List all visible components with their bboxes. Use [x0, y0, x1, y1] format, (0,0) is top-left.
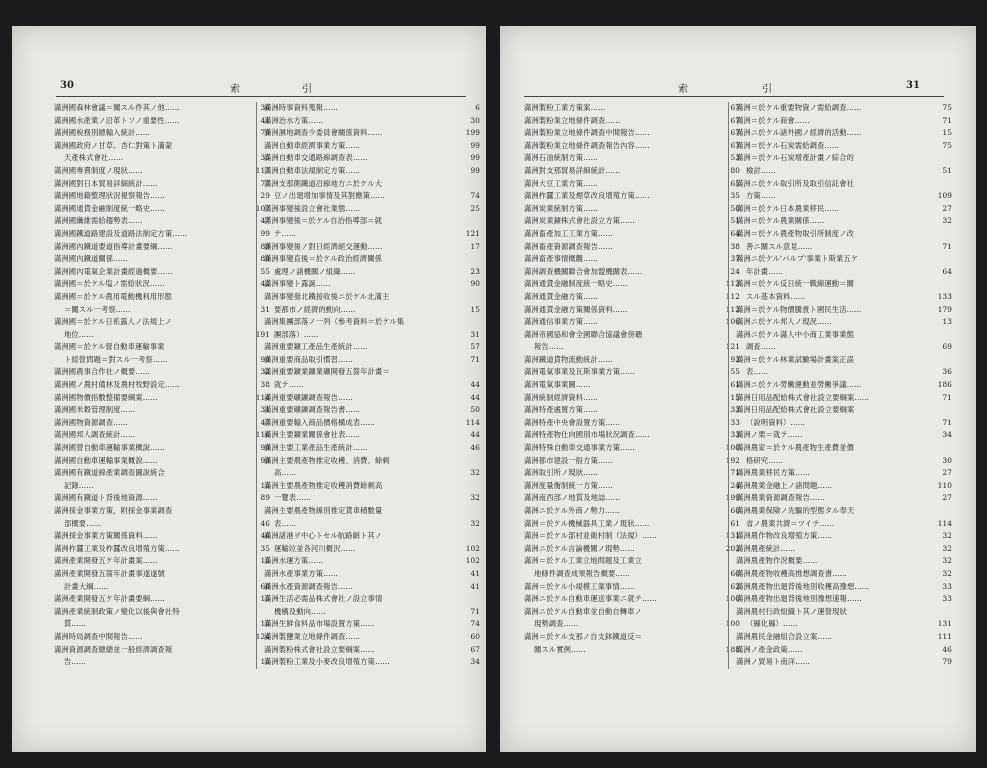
index-entry: 滿洲日用品配給株式會社設立要綱案	[736, 405, 855, 415]
index-entry: 滿洲國通貨金融制度統一略史…… 107	[54, 203, 270, 216]
index-entry: 滿洲國專賣制度ノ現狀…… 117	[54, 165, 270, 178]
index-column	[54, 102, 270, 669]
index-entry: 滿洲柞蠶工業及柞蠶改良增殖方策…… 35	[54, 543, 270, 556]
index-entry: 滿洲時事資料蒐報…… 6	[264, 102, 480, 115]
index-entry: 滿洲國稅務別總輸入統計…… 79	[54, 127, 270, 140]
index-entry: 滿洲ニ於ケル言論機關ノ現勢…… 202	[524, 543, 740, 556]
index-entry: 滿洲農產物收穫高推想調查書…… 32	[736, 568, 952, 581]
index-entry: 滿洲調查機關聯合會加盟機關表…… 24	[524, 266, 740, 279]
index-entry: 滿洲通貨金融方策關係資料…… 112	[524, 304, 740, 317]
header-char: 索	[678, 84, 688, 95]
index-entry: 滿洲生活必需品株式會社ノ設立事情	[264, 594, 383, 604]
index-entry: 地條件調查成果報告概要…… 60	[524, 568, 740, 581]
index-entry: 滿洲ニ於ケル'パルプ'事業ト斯業五ケ	[736, 254, 859, 264]
index-entry: 滿洲日用品配給株式會社設立要綱案…… 71	[736, 392, 952, 405]
index-entry: 滿洲製粉工業方策案…… 67	[524, 102, 740, 115]
index-entry: 滿洲畜產事情概觀…… 37	[524, 253, 740, 266]
page-number: 30	[60, 80, 74, 91]
index-entry: 滿洲柞蠶工業及煙草改良增殖方策…… 35	[524, 190, 740, 203]
index-entry: 處理ノ諸機關ノ組織…… 23	[264, 266, 480, 279]
index-entry: 質…… 15	[54, 618, 270, 631]
index-entry: 滿洲ノ貿易ト南洋…… 79	[736, 656, 952, 669]
index-entry: 省ノ農業共濟＝ツイテ…… 114	[736, 518, 952, 531]
index-entry: 滿洲電氣事業及瓦斯事業方策…… 55	[524, 366, 740, 379]
index-entry: 滿洲重要礦鑛調查報告書…… 50	[264, 404, 480, 417]
index-entry: 滿洲集團部落ノ一列（參考資料＝於ケル集	[264, 317, 405, 327]
index-entry: ＝關スル一考察…… 31	[54, 304, 270, 317]
index-entry: 滿洲ニ於ケル滿人中小商工業事業態	[736, 329, 854, 339]
index-entry: 滿洲電氣事業圖…… 61	[524, 379, 740, 392]
index-entry: 滿洲特產物仕向國別市場狀況調查…… 33	[524, 429, 740, 442]
index-entry: 計畫大綱…… 60	[54, 581, 270, 594]
header-char: 引	[762, 84, 772, 95]
index-entry: 滿洲國營自動車運輸事業概說…… 99	[54, 442, 270, 455]
index-entry: 滿洲度量衡制統一方策…… 24	[524, 480, 740, 493]
index-entry: 滿洲事變發北鐵接收後ニ於ケル北滿主	[264, 291, 390, 301]
index-entry: 滿洲自動車法規制定方策…… 99	[264, 165, 480, 178]
index-entry: 滿洲製粉株式會社設立要綱案…… 67	[264, 644, 480, 657]
index-entry: 滿洲國米穀管理制度…… 31	[54, 404, 270, 417]
index-entry: 滿洲國內電氣企業計畫經過概要…… 55	[54, 266, 270, 279]
index-entry: 豆ノ出廻增加事情及其對應策…… 74	[264, 190, 480, 203]
index-entry: 檢討…… 51	[736, 165, 952, 178]
index-entry: 滿洲南西部ノ地質及地誌…… 199	[524, 492, 740, 505]
index-entry: 滿洲濕地調查少委員會關係資料…… 199	[264, 127, 480, 140]
header-rule	[524, 96, 944, 97]
index-entry: 格研究…… 30	[736, 455, 952, 468]
index-entry: 滿洲ニ於ケル外商ノ勢力…… 60	[524, 505, 740, 518]
index-entry: 滿洲農業移民方策…… 27	[736, 467, 952, 480]
index-entry: 滿洲農業金融上ノ諸問題…… 110	[736, 480, 952, 493]
index-entry: 滿洲產業統制政策ノ變化以後與會社特	[54, 606, 180, 616]
index-entry: 滿洲事變後＝於ケル自治指導部＝就	[264, 216, 382, 226]
index-entry: 滿洲農家＝於ケル農產物生產費並價	[736, 443, 854, 453]
index-entry: 滿洲國自動車運輸事業概說…… 99	[54, 455, 270, 468]
index-entry: 滿洲畜產加工工業方策…… 64	[524, 228, 740, 241]
index-entry: スル基本資料…… 133	[736, 291, 952, 304]
index-entry: 調查…… 69	[736, 341, 952, 354]
index-entry: 高…… 32	[264, 467, 480, 480]
index-entry: 滿洲＝於ケル物價騰貴ト國民生活…… 179	[736, 304, 952, 317]
index-entry: 滿洲重要輸入商品價格構成表…… 114	[264, 417, 480, 430]
index-entry: 滿洲＝於ケル工業立地問題及工業立	[524, 556, 642, 566]
index-entry: 滿洲國物價指數整備要綱案…… 114	[54, 392, 270, 405]
index-entry: 滿洲製粉業立地條件調查報告內容…… 67	[524, 140, 740, 153]
header-char: 引	[302, 84, 312, 95]
index-entry: 滿洲製粉工業及小麥改良增殖方策…… 34	[264, 656, 480, 669]
index-entry: 部概要…… 46	[54, 518, 270, 531]
index-entry: 天產株式會社…… 35	[54, 152, 270, 165]
index-entry: 滿洲支那側鐵道沿線地方ニ於ケル大	[264, 178, 382, 188]
index-entry: 滿洲農作物改良增殖方策…… 32	[736, 530, 952, 543]
index-entry: 滿洲ニ於ケル邦人ノ現況…… 13	[736, 316, 952, 329]
index-entry: 滿洲事變後ノ對日經濟絕交運動…… 17	[264, 241, 480, 254]
index-entry: 滿洲＝於ケル反日統一戰線運動＝關	[736, 279, 854, 289]
index-entry: 滿洲產業開發五ケ年計畫要綱…… 15	[54, 593, 270, 606]
index-entry: 報告…… 121	[524, 341, 740, 354]
index-entry: 滿洲國地籍整理狀況視察報告…… 29	[54, 190, 270, 203]
index-entry: 滿洲＝於ケル農業關係…… 32	[736, 215, 952, 228]
index-entry: 地位…… 191	[54, 329, 270, 342]
index-entry: 滿洲主要工業產品生產統計…… 46	[264, 442, 480, 455]
index-entry: 滿洲農產物出廻背後地別豫想速報…… 33	[736, 593, 952, 606]
left-page	[12, 26, 486, 752]
index-entry: 滿洲生鮮食料品市場設置方策…… 74	[264, 618, 480, 631]
index-entry: 滿洲國有鐵道線產業調查圖說統合	[54, 468, 165, 478]
index-entry: 滿洲治水方策…… 30	[264, 115, 480, 128]
index-entry: 團部落）…… 31	[264, 329, 480, 342]
index-entry: 滿洲ニ於ケル取引所及取引信託會社	[736, 178, 854, 188]
index-entry: 滿洲＝於ケル日本農業移民…… 27	[736, 203, 952, 216]
index-entry: 滿洲國鐵道路建設及道路法制定方策…… 99	[54, 228, 270, 241]
index-entry: （縣化縣）…… 131	[736, 618, 952, 631]
index-entry: 滿洲製粉業立地條件調查中間報告…… 67	[524, 127, 740, 140]
index-entry: 滿洲特產處置方策…… 33	[524, 404, 740, 417]
index-entry: 滿洲重要商品取引慣習…… 71	[264, 354, 480, 367]
index-entry: 方策…… 109	[736, 190, 952, 203]
index-entry: 滿洲國農事合作社ノ概要…… 32	[54, 366, 270, 379]
index-entry: 滿洲國水產業ノ沿革トソノ重要性…… 41	[54, 115, 270, 128]
index-entry: 滿洲採金事業方策關係資料…… 46	[54, 530, 270, 543]
index-entry: 滿洲＝於ケル支那ノ自支鉢鐵道反＝	[524, 631, 642, 641]
index-entry: 滿洲國＝於ケル農用電動機利用形態	[54, 291, 172, 301]
index-entry: 滿洲主要農產物線別推定貨車積數量	[264, 506, 383, 515]
index-entry: 滿洲ニ於ケル勞働運動並勞働爭議…… 186	[736, 379, 952, 392]
index-entry: 現勢調查…… 100	[524, 618, 740, 631]
index-column	[524, 102, 740, 656]
index-entry: 滿洲通貨金融方策…… 112	[524, 291, 740, 304]
index-entry: 表…… 32	[264, 518, 480, 531]
index-entry: 記錄…… 15	[54, 480, 270, 493]
index-entry: 滿洲重要鑛工產品生產統計…… 57	[264, 341, 480, 354]
index-entry: 滿洲事變ト露誕…… 90	[264, 278, 480, 291]
index-entry: 滿洲國森林會議＝關スル件其ノ他…… 36	[54, 102, 270, 115]
index-entry: 滿洲畜產資源調查報告…… 38	[524, 241, 740, 254]
index-entry: 要都市ノ經濟的動向…… 15	[264, 304, 480, 317]
index-entry: 滿洲ニ於ケル自動車運送事業ニ就テ…… 100	[524, 593, 740, 606]
index-entry: 滿洲主要農產物推定收穫消費餘剩高	[264, 480, 383, 490]
index-entry: 滿洲重要礦鑛調查報告…… 44	[264, 392, 480, 405]
index-entry: 滿洲鐵道貨物流動統計…… 92	[524, 354, 740, 367]
index-entry: 滿洲國＝於ケル日系露人ノ法規上ノ	[54, 317, 172, 327]
index-entry: 滿洲帝國協和會全國聯合協議會傍聽	[524, 329, 643, 339]
index-entry: ト經營問題＝對スル一考察…… 99	[54, 354, 270, 367]
index-entry: 滿洲事變直後＝於ケル政治經濟關係	[264, 254, 382, 264]
index-entry: 滿洲石油統制方策…… 53	[524, 152, 740, 165]
index-entry: 滿洲主要鑛業關係會社表…… 44	[264, 429, 480, 442]
index-entry: 滿洲ニ於ケル諸外國ノ經濟的活動…… 15	[736, 127, 952, 140]
index-entry: 滿洲統制經濟資料…… 15	[524, 392, 740, 405]
index-entry: 滿洲農民金融組合設立案…… 111	[736, 631, 952, 644]
right-page	[500, 26, 976, 752]
index-entry: 滿洲國＝於ケル營自動車運輸事業	[54, 342, 165, 352]
index-entry: 滿洲國政府ノ甘草、杏仁對策ト滿蒙	[54, 140, 173, 150]
index-entry: 就テ…… 44	[264, 379, 480, 392]
index-entry: 滿洲國邦人調查統計…… 116	[54, 429, 270, 442]
index-entry: 滿洲製粉業立地條件調查…… 67	[524, 115, 740, 128]
index-entry: 滿洲大豆工業方策…… 65	[524, 178, 740, 191]
index-entry: 滿洲產業開發五ケ年計畫案…… 15	[54, 555, 270, 568]
index-entry: 滿洲事變後設立會社業態…… 25	[264, 203, 480, 216]
index-entry: 滿洲採金事業方策，附採金事業調查	[54, 506, 173, 515]
index-entry: 滿洲農產統計…… 32	[736, 543, 952, 556]
index-entry: 滿洲炭業鑛株式會社設立方策…… 51	[524, 215, 740, 228]
index-entry: 滿洲＝於ケル重要物資ノ需給調查…… 75	[736, 102, 952, 115]
index-entry: 滿洲國纖維需給趨勢表…… 47	[54, 215, 270, 228]
index-entry: 年計畫…… 64	[736, 266, 952, 279]
index-entry: 表…… 36	[736, 366, 952, 379]
index-entry: 滿洲＝於ケル農產物取引所制度ノ改	[736, 228, 854, 238]
index-entry: 滿洲水產資源調查報告…… 41	[264, 581, 480, 594]
header-rule	[56, 96, 466, 97]
index-column	[264, 102, 480, 669]
index-entry: 滿洲重要鑛業鑛業礦開發五箇年計畫＝	[264, 367, 390, 377]
index-entry: 滿洲製鹽業立地條件調查…… 60	[264, 631, 480, 644]
index-entry: 滿洲＝於ケル石炭需給調查…… 75	[736, 140, 952, 153]
index-entry: テ…… 121	[264, 228, 480, 241]
index-entry: 機構及動向…… 71	[264, 606, 480, 619]
index-entry: 關スル實例…… 188	[524, 644, 740, 657]
index-entry: 滿洲ノ栗＝就テ…… 34	[736, 429, 952, 442]
index-entry: 滿洲＝於ケル小規模工業事情…… 62	[524, 581, 740, 594]
index-entry: 一覽表…… 32	[264, 492, 480, 505]
index-entry: 滿洲水運方策…… 102	[264, 555, 480, 568]
index-entry: 滿洲國對日本貿易詳細統計…… 77	[54, 178, 270, 191]
index-entry: 滿洲ノ產金政策…… 46	[736, 644, 952, 657]
page-number: 31	[906, 80, 920, 91]
index-entry: 滿洲自動車交通路線調查表…… 99	[264, 152, 480, 165]
index-entry: 滿洲國內鐵道要道指導計畫要綱…… 89	[54, 241, 270, 254]
index-entry: 滿洲取引所ノ現狀…… 71	[524, 467, 740, 480]
index-entry: 滿洲國物資源調查…… 47	[54, 417, 270, 430]
index-entry: 滿洲產業開發五箇年計畫事遂遂號	[54, 568, 165, 578]
index-entry: 滿洲資源調查總總並一般經濟調查報	[54, 644, 173, 654]
index-entry: （說明資料）…… 71	[736, 417, 952, 430]
index-entry: 滿洲時局調查中間報告…… 124	[54, 631, 270, 644]
index-entry: 滿洲特殊自動車交通事業方策…… 100	[524, 442, 740, 455]
index-entry: 滿洲通貨金融制度統一略史…… 112	[524, 278, 740, 291]
index-entry: 滿洲炭業統制方策…… 50	[524, 203, 740, 216]
index-entry: 滿洲國有鐵道ト背後地資源…… 89	[54, 492, 270, 505]
index-entry: 滿洲＝於ケル石炭增產計畫ノ綜合的	[736, 153, 854, 163]
index-entry: 滿洲＝於ケル機械器具工業ノ現狀…… 61	[524, 518, 740, 531]
index-entry: 滿洲＝於ケル部村並衛村制（法規）…… 131	[524, 530, 740, 543]
index-entry: 滿洲農產物出廻背後地別收穫高豫想…… 33	[736, 581, 952, 594]
index-entry: 滿洲國＝於ケル塩ノ需給狀況…… 42	[54, 278, 270, 291]
index-entry: 運輸竝並各河川概況…… 102	[264, 543, 480, 556]
index-entry: 滿洲特產中央會設置方策…… 33	[524, 417, 740, 430]
index-entry: 滿洲農產物作況概要…… 32	[736, 555, 952, 568]
index-entry: 滿洲＝於ケル林業試驗場計畫案正誤	[736, 354, 854, 364]
index-entry: 滿洲都市建設一般方策…… 192	[524, 455, 740, 468]
index-entry: 滿洲國內鐵道關係…… 89	[54, 253, 270, 266]
index-column	[736, 102, 952, 669]
index-entry: 滿洲主要農產物推定收穫、消費、餘剩	[264, 455, 390, 465]
index-entry: 滿洲水產事業方策…… 41	[264, 568, 480, 581]
header-char: 索	[230, 84, 240, 95]
index-entry: 善ニ關スル意見…… 71	[736, 241, 952, 254]
index-entry: 告…… 15	[54, 656, 270, 669]
index-entry: 滿洲國ノ農村備林及農村牧野設定…… 38	[54, 379, 270, 392]
index-entry: 滿洲農業資源調查報告…… 27	[736, 492, 952, 505]
index-entry: 滿洲對支那貿易詳細統計…… 80	[524, 165, 740, 178]
index-entry: 滿洲通信事業方策…… 106	[524, 316, 740, 329]
index-entry: 滿洲＝於ケル商會…… 71	[736, 115, 952, 128]
index-entry: 滿洲農村行政組織ト其ノ運營現狀	[736, 606, 847, 616]
index-entry: 滿洲諸港ヲ中心トセル航路網ト其ノ	[264, 531, 383, 541]
index-entry: 滿洲自動車經濟事業方策…… 99	[264, 140, 480, 153]
index-entry: 滿洲農業保險ノ先驅的型態タル奉天	[736, 506, 855, 515]
index-entry: 滿洲ニ於ケル自動車並自動自轉車ノ	[524, 606, 642, 616]
